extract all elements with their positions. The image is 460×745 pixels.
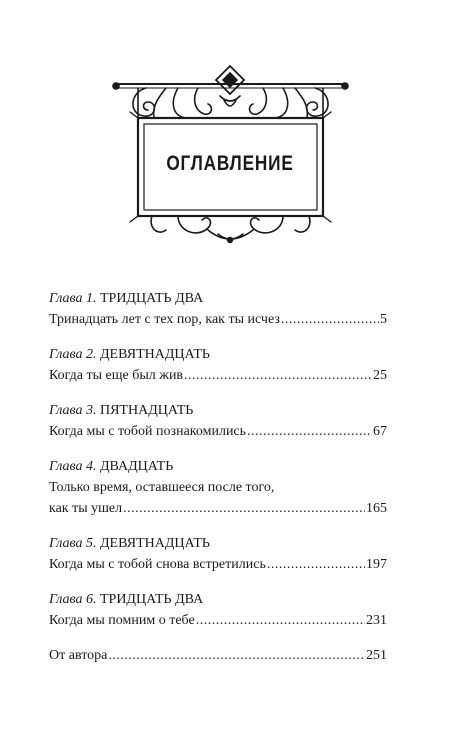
- chapter-heading: [49, 400, 387, 421]
- chapter-label: Глава 1.: [49, 291, 97, 306]
- chapter-heading: [49, 344, 387, 365]
- chapter-subtitle: Когда мы с тобой снова встретились: [49, 557, 266, 572]
- chapter-title: ДВАДЦАТЬ: [99, 459, 174, 474]
- dot-leader: [247, 421, 372, 442]
- chapter-subtitle-line: [49, 365, 387, 386]
- chapter-label: Глава 2.: [49, 347, 97, 362]
- chapter-subtitle-line: [49, 309, 387, 330]
- toc-entry-chapter-6[interactable]: [49, 589, 387, 631]
- dot-leader: [267, 554, 365, 575]
- dot-leader: [184, 365, 372, 386]
- chapter-heading: [49, 456, 387, 477]
- chapter-title: ДЕВЯТНАДЦАТЬ: [99, 347, 210, 362]
- page-number: 251: [366, 648, 387, 663]
- toc-entry-afterword[interactable]: [49, 645, 387, 666]
- toc-entry-chapter-4[interactable]: [49, 456, 387, 519]
- chapter-subtitle-line: [49, 610, 387, 631]
- chapter-heading: [49, 533, 387, 554]
- chapter-subtitle-line: [49, 421, 387, 442]
- chapter-title: ДЕВЯТНАДЦАТЬ: [99, 536, 210, 551]
- table-of-contents: [49, 288, 387, 680]
- chapter-heading: [49, 288, 387, 309]
- chapter-subtitle: Когда ты еще был жив: [49, 368, 184, 383]
- toc-entry-chapter-1[interactable]: [49, 288, 387, 330]
- chapter-heading: [49, 589, 387, 610]
- dot-leader: [196, 610, 365, 631]
- chapter-subtitle: Тринадцать лет с тех пор, как ты исчез: [49, 312, 280, 327]
- page-number: 67: [373, 424, 387, 439]
- chapter-subtitle-line: [49, 554, 387, 575]
- page-number: 197: [366, 557, 387, 572]
- page-number: 5: [380, 312, 387, 327]
- chapter-subtitle: Когда мы с тобой познакомились: [49, 424, 247, 439]
- page-number: 165: [366, 501, 387, 516]
- chapter-label: Глава 4.: [49, 459, 97, 474]
- chapter-subtitle: Когда мы помним о тебе: [49, 613, 195, 628]
- chapter-label: Глава 3.: [49, 403, 97, 418]
- chapter-title: ПЯТНАДЦАТЬ: [99, 403, 194, 418]
- page-number: 231: [366, 613, 387, 628]
- chapter-label: Глава 5.: [49, 536, 97, 551]
- chapter-subtitle: как ты ушел: [49, 501, 123, 516]
- chapter-title: ТРИДЦАТЬ ДВА: [99, 291, 204, 306]
- page-title: ОГЛАВЛЕНИЕ: [166, 152, 294, 175]
- chapter-subtitle-line: [49, 498, 387, 519]
- toc-entry-chapter-2[interactable]: [49, 344, 387, 386]
- chapter-label: Глава 6.: [49, 592, 97, 607]
- toc-entry-chapter-5[interactable]: [49, 533, 387, 575]
- page-number: 25: [373, 368, 387, 383]
- dot-leader: [123, 498, 365, 519]
- toc-entry-chapter-3[interactable]: [49, 400, 387, 442]
- afterword-label: От автора: [49, 648, 108, 663]
- afterword-line: [49, 645, 387, 666]
- dot-leader: [281, 309, 379, 330]
- dot-leader: [108, 645, 365, 666]
- chapter-subtitle: Только время, оставшееся после того,: [49, 480, 275, 495]
- chapter-title: ТРИДЦАТЬ ДВА: [99, 592, 204, 607]
